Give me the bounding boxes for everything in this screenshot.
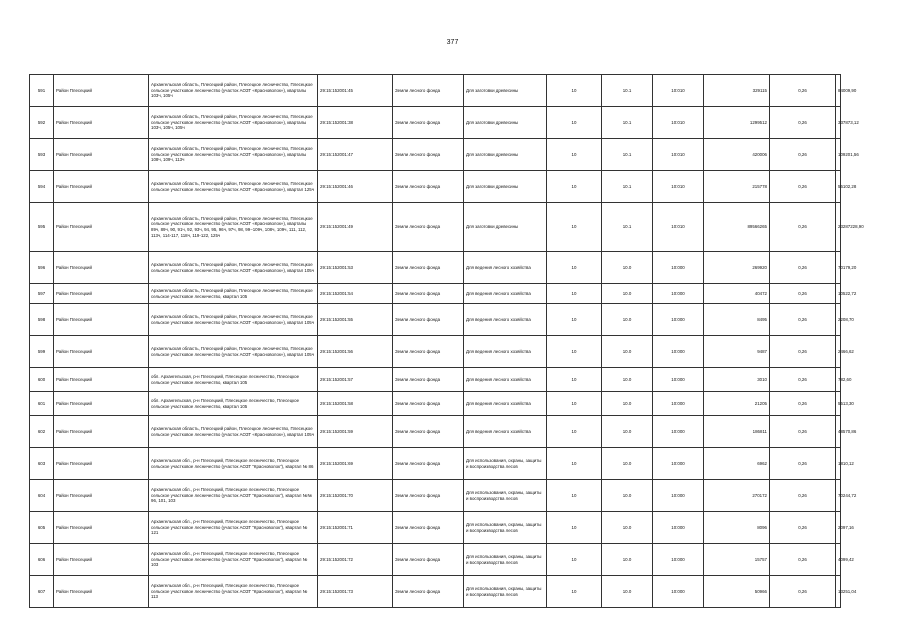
land-category-cell: Земли лесного фонда: [393, 512, 464, 544]
cadastral-number-cell: 29:15:152001:56: [318, 336, 393, 368]
area-cell: 186811: [704, 416, 770, 448]
rate-cell: 0,26: [770, 576, 836, 608]
rate-cell: 0,26: [770, 416, 836, 448]
district-cell: Район Плесецкий: [54, 480, 149, 512]
cadastral-number-cell: 29:15:152001:53: [318, 252, 393, 284]
code-c-cell: 10:000: [653, 336, 704, 368]
row-number: 603: [30, 448, 54, 480]
district-cell: Район Плесецкий: [54, 368, 149, 392]
permitted-use-cell: Для заготовки древесины: [464, 107, 547, 139]
code-b-cell: 10.0: [602, 336, 653, 368]
permitted-use-cell: Для использования, охраны, защиты и воспроизводства лесов: [464, 448, 547, 480]
land-category-cell: Земли лесного фонда: [393, 448, 464, 480]
code-b-cell: 10.0: [602, 284, 653, 304]
table-row: [30, 576, 841, 608]
area-cell: 215778: [704, 171, 770, 203]
permitted-use-cell: Для ведения лесного хозяйства: [464, 368, 547, 392]
cadastral-number-cell: 29:15:152001:59: [318, 416, 393, 448]
code-c-cell: 10:000: [653, 284, 704, 304]
code-b-cell: 10.0: [602, 448, 653, 480]
land-category-cell: Земли лесного фонда: [393, 304, 464, 336]
code-c-cell: 10:000: [653, 392, 704, 416]
code-b-cell: 10.0: [602, 576, 653, 608]
row-number: 597: [30, 284, 54, 304]
code-a-cell: 10: [547, 107, 602, 139]
address-cell: Архангельская область, Плесецкий район, Плесецкое лесничество, Плесецкое сельское участковое лесничество (участок АОЗТ «Красноволок»), кварталы 103ч, 105ч, 105ч: [149, 107, 318, 139]
land-category-cell: Земли лесного фонда: [393, 171, 464, 203]
cadastral-number-cell: 29:15:152001:45: [318, 75, 393, 107]
value-cell: 1810,12: [836, 448, 841, 480]
address-cell: Архангельская область, Плесецкий район, Плесецкое лесничество, Плесецкое сельское участковое лесничество (участок АОЗТ «Красноволок»), кварталы 103ч, 105ч: [149, 75, 318, 107]
code-b-cell: 10.1: [602, 203, 653, 252]
table-row: [30, 171, 841, 203]
address-cell: Архангельская область, Плесецкий район, Плесецкое лесничество, Плесецкое сельское участковое лесничество, квартал 105: [149, 284, 318, 304]
cadastral-number-cell: 29:15:152001:69: [318, 448, 393, 480]
value-cell: 2097,16: [836, 512, 841, 544]
row-number: 605: [30, 512, 54, 544]
code-b-cell: 10.0: [602, 368, 653, 392]
land-category-cell: Земли лесного фонда: [393, 416, 464, 448]
table-row: [30, 480, 841, 512]
row-number: 606: [30, 544, 54, 576]
code-a-cell: 10: [547, 512, 602, 544]
cadastral-number-cell: 29:15:152001:72: [318, 544, 393, 576]
address-cell: Архангельская обл., р-н Плесецкий, Плесецкое лесничество, Плесецкое сельское участковое лесничество (участок АОЗТ "Красноволок"), квартал № 113: [149, 576, 318, 608]
land-category-cell: Земли лесного фонда: [393, 107, 464, 139]
code-a-cell: 10: [547, 480, 602, 512]
district-cell: Район Плесецкий: [54, 304, 149, 336]
rate-cell: 0,26: [770, 171, 836, 203]
row-number: 592: [30, 107, 54, 139]
code-c-cell: 10:000: [653, 252, 704, 284]
value-cell: 48570,86: [836, 416, 841, 448]
district-cell: Район Плесецкий: [54, 448, 149, 480]
value-cell: 23287228,90: [836, 203, 841, 252]
area-cell: 9487: [704, 336, 770, 368]
rate-cell: 0,26: [770, 75, 836, 107]
rate-cell: 0,26: [770, 252, 836, 284]
code-c-cell: 10:010: [653, 75, 704, 107]
area-cell: 8495: [704, 304, 770, 336]
address-cell: Архангельская область, Плесецкий район, Плесецкое лесничество, Плесецкое сельское участковое лесничество (участок АОЗТ «Красноволок»), квартал 125ч: [149, 171, 318, 203]
value-cell: 5513,30: [836, 392, 841, 416]
area-cell: 15757: [704, 544, 770, 576]
land-category-cell: Земли лесного фонда: [393, 336, 464, 368]
land-category-cell: Земли лесного фонда: [393, 284, 464, 304]
permitted-use-cell: Для использования, охраны, защиты и воспроизводства лесов: [464, 480, 547, 512]
address-cell: Архангельская обл., р-н Плесецкий, Плесецкое лесничество, Плесецкое сельское участковое лесничество (участок АОЗТ "Красноволок"), квартал № 86: [149, 448, 318, 480]
value-cell: 13251,04: [836, 576, 841, 608]
permitted-use-cell: Для ведения лесного хозяйства: [464, 304, 547, 336]
area-cell: 329115: [704, 75, 770, 107]
row-number: 591: [30, 75, 54, 107]
code-a-cell: 10: [547, 448, 602, 480]
code-a-cell: 10: [547, 203, 602, 252]
district-cell: Район Плесецкий: [54, 392, 149, 416]
area-cell: 40472: [704, 284, 770, 304]
code-c-cell: 10:010: [653, 203, 704, 252]
table-body: [30, 75, 864, 608]
code-b-cell: 10.1: [602, 107, 653, 139]
rate-cell: 0,26: [770, 480, 836, 512]
permitted-use-cell: Для заготовки древесины: [464, 75, 547, 107]
address-cell: Архангельская обл., р-н Плесецкий, Плесецкое лесничество, Плесецкое сельское участковое лесничество (участок АОЗТ "Красноволок"), квартал № 103: [149, 544, 318, 576]
value-cell: 109201,56: [836, 139, 841, 171]
area-cell: 6962: [704, 448, 770, 480]
table-row: [30, 203, 841, 252]
land-category-cell: Земли лесного фонда: [393, 480, 464, 512]
area-cell: 3010: [704, 368, 770, 392]
land-plots-table: [29, 74, 864, 608]
code-a-cell: 10: [547, 75, 602, 107]
rate-cell: 0,26: [770, 336, 836, 368]
district-cell: Район Плесецкий: [54, 512, 149, 544]
code-a-cell: 10: [547, 368, 602, 392]
cadastral-number-cell: 29:15:152001:70: [318, 480, 393, 512]
permitted-use-cell: Для использования, охраны, защиты и воспроизводства лесов: [464, 544, 547, 576]
row-number: 594: [30, 171, 54, 203]
address-cell: Архангельская область, Плесецкий район, Плесецкое лесничество, Плесецкое сельское участковое лесничество (участок АОЗТ «Красноволок»), квартал 105ч: [149, 304, 318, 336]
permitted-use-cell: Для ведения лесного хозяйства: [464, 336, 547, 368]
district-cell: Район Плесецкий: [54, 75, 149, 107]
table-row: [30, 304, 841, 336]
code-a-cell: 10: [547, 416, 602, 448]
permitted-use-cell: Для заготовки древесины: [464, 139, 547, 171]
row-number: 593: [30, 139, 54, 171]
address-cell: Архангельская область, Плесецкий район, Плесецкое лесничество, Плесецкое сельское участковое лесничество (участок АОЗТ «Красноволок»), квартал 105ч: [149, 252, 318, 284]
value-cell: 4099,42: [836, 544, 841, 576]
code-c-cell: 10:000: [653, 512, 704, 544]
area-cell: 21205: [704, 392, 770, 416]
area-cell: 50966: [704, 576, 770, 608]
cadastral-number-cell: 29:15:152001:58: [318, 392, 393, 416]
rate-cell: 0,26: [770, 203, 836, 252]
permitted-use-cell: Для ведения лесного хозяйства: [464, 392, 547, 416]
area-cell: 420006: [704, 139, 770, 171]
address-cell: Архангельская обл., р-н Плесецкий, Плесецкое лесничество, Плесецкое сельское участковое лесничество (участок АОЗТ "Красноволок"), квартал № 121: [149, 512, 318, 544]
code-c-cell: 10:000: [653, 416, 704, 448]
code-b-cell: 10.0: [602, 304, 653, 336]
value-cell: 84009,90: [836, 75, 841, 107]
area-cell: 269920: [704, 252, 770, 284]
page-number: 377: [446, 39, 459, 46]
code-c-cell: 10:000: [653, 576, 704, 608]
code-a-cell: 10: [547, 304, 602, 336]
row-number: 602: [30, 416, 54, 448]
permitted-use-cell: Для ведения лесного хозяйства: [464, 284, 547, 304]
area-cell: 8096: [704, 512, 770, 544]
district-cell: Район Плесецкий: [54, 284, 149, 304]
code-a-cell: 10: [547, 171, 602, 203]
district-cell: Район Плесецкий: [54, 336, 149, 368]
code-b-cell: 10.0: [602, 480, 653, 512]
code-b-cell: 10.0: [602, 252, 653, 284]
code-b-cell: 10.1: [602, 75, 653, 107]
value-cell: 70179,20: [836, 252, 841, 284]
permitted-use-cell: Для заготовки древесины: [464, 171, 547, 203]
table-row: [30, 252, 841, 284]
permitted-use-cell: Для заготовки древесины: [464, 203, 547, 252]
code-b-cell: 10.0: [602, 392, 653, 416]
land-category-cell: Земли лесного фонда: [393, 75, 464, 107]
area-cell: 1299512: [704, 107, 770, 139]
land-category-cell: Земли лесного фонда: [393, 368, 464, 392]
value-cell: 2466,62: [836, 336, 841, 368]
table-row: [30, 416, 841, 448]
code-c-cell: 10:010: [653, 107, 704, 139]
cadastral-number-cell: 29:15:152001:57: [318, 368, 393, 392]
row-number: 595: [30, 203, 54, 252]
cadastral-number-cell: 29:15:152001:38: [318, 107, 393, 139]
address-cell: Архангельская обл., р-н Плесецкий, Плесецкое лесничество, Плесецкое сельское участковое лесничество (участок АОЗТ "Красноволок"), квартал №№ 96, 101, 103: [149, 480, 318, 512]
address-cell: обл. Архангельская, р-н Плесецкий, Плесецкое лесничество, Плесецкое сельское участковое лесничество, квартал 105: [149, 392, 318, 416]
code-b-cell: 10.0: [602, 416, 653, 448]
area-cell: 270172: [704, 480, 770, 512]
row-number: 607: [30, 576, 54, 608]
cadastral-number-cell: 29:15:152001:49: [318, 203, 393, 252]
table-row: [30, 139, 841, 171]
row-number: 599: [30, 336, 54, 368]
value-cell: 337873,12: [836, 107, 841, 139]
code-b-cell: 10.1: [602, 139, 653, 171]
address-cell: Архангельская область, Плесецкий район, Плесецкое лесничество, Плесецкое сельское участковое лесничество (участок АОЗТ «Красноволок»), квартал 105ч: [149, 336, 318, 368]
row-number: 596: [30, 252, 54, 284]
rate-cell: 0,26: [770, 392, 836, 416]
code-c-cell: 10:000: [653, 448, 704, 480]
rate-cell: 0,26: [770, 512, 836, 544]
code-a-cell: 10: [547, 336, 602, 368]
district-cell: Район Плесецкий: [54, 171, 149, 203]
table-row: [30, 107, 841, 139]
value-cell: 2208,70: [836, 304, 841, 336]
table-row: [30, 392, 841, 416]
table-row: [30, 512, 841, 544]
rate-cell: 0,26: [770, 107, 836, 139]
code-a-cell: 10: [547, 392, 602, 416]
district-cell: Район Плесецкий: [54, 252, 149, 284]
address-cell: обл. Архангельская, р-н Плесецкий, Плесецкое лесничество, Плесецкое сельское участковое лесничество, квартал 105: [149, 368, 318, 392]
address-cell: Архангельская область, Плесецкий район, Плесецкое лесничество, Плесецкое сельское участковое лесничество (участок АОЗТ «Красноволок»), квартал 105ч: [149, 416, 318, 448]
land-category-cell: Земли лесного фонда: [393, 252, 464, 284]
rate-cell: 0,26: [770, 448, 836, 480]
code-c-cell: 10:010: [653, 171, 704, 203]
table-row: [30, 368, 841, 392]
table-row: [30, 544, 841, 576]
code-c-cell: 10:000: [653, 544, 704, 576]
rate-cell: 0,26: [770, 368, 836, 392]
code-b-cell: 10.1: [602, 171, 653, 203]
district-cell: Район Плесецкий: [54, 107, 149, 139]
value-cell: 56102,28: [836, 171, 841, 203]
cadastral-number-cell: 29:15:152001:54: [318, 284, 393, 304]
cadastral-number-cell: 29:15:152001:55: [318, 304, 393, 336]
land-category-cell: Земли лесного фонда: [393, 392, 464, 416]
code-b-cell: 10.0: [602, 512, 653, 544]
row-number: 601: [30, 392, 54, 416]
district-cell: Район Плесецкий: [54, 544, 149, 576]
permitted-use-cell: Для использования, охраны, защиты и воспроизводства лесов: [464, 576, 547, 608]
permitted-use-cell: Для использования, охраны, защиты и воспроизводства лесов: [464, 512, 547, 544]
table-row: [30, 75, 841, 107]
code-a-cell: 10: [547, 139, 602, 171]
land-category-cell: Земли лесного фонда: [393, 139, 464, 171]
land-category-cell: Земли лесного фонда: [393, 576, 464, 608]
code-c-cell: 10:000: [653, 480, 704, 512]
code-c-cell: 10:010: [653, 139, 704, 171]
permitted-use-cell: Для ведения лесного хозяйства: [464, 416, 547, 448]
rate-cell: 0,26: [770, 139, 836, 171]
cadastral-number-cell: 29:15:152001:47: [318, 139, 393, 171]
land-category-cell: Земли лесного фонда: [393, 203, 464, 252]
value-cell: 782,60: [836, 368, 841, 392]
value-cell: 70244,72: [836, 480, 841, 512]
cadastral-number-cell: 29:15:152001:73: [318, 576, 393, 608]
rate-cell: 0,26: [770, 304, 836, 336]
table-row: [30, 448, 841, 480]
address-cell: Архангельская область, Плесецкий район, Плесецкое лесничество, Плесецкое сельское участковое лесничество (участок АОЗТ «Красноволок»), кварталы 89ч, 89ч, 90, 91ч, 92, 93ч, 94, 95, 96ч, 97ч, 98, 99−109ч, 108ч, 109ч, 111, 112, 113ч, 114-117, 118ч, 119-122, 125ч: [149, 203, 318, 252]
code-a-cell: 10: [547, 252, 602, 284]
code-c-cell: 10:000: [653, 304, 704, 336]
row-number: 600: [30, 368, 54, 392]
table-row: [30, 336, 841, 368]
permitted-use-cell: Для ведения лесного хозяйства: [464, 252, 547, 284]
value-cell: 10522,72: [836, 284, 841, 304]
code-a-cell: 10: [547, 544, 602, 576]
land-category-cell: Земли лесного фонда: [393, 544, 464, 576]
code-a-cell: 10: [547, 576, 602, 608]
code-c-cell: 10:000: [653, 368, 704, 392]
rate-cell: 0,26: [770, 284, 836, 304]
area-cell: 89566265: [704, 203, 770, 252]
table-row: [30, 284, 841, 304]
district-cell: Район Плесецкий: [54, 139, 149, 171]
rate-cell: 0,26: [770, 544, 836, 576]
row-number: 598: [30, 304, 54, 336]
code-b-cell: 10.0: [602, 544, 653, 576]
cadastral-number-cell: 29:15:152001:71: [318, 512, 393, 544]
cadastral-number-cell: 29:15:152001:46: [318, 171, 393, 203]
district-cell: Район Плесецкий: [54, 203, 149, 252]
address-cell: Архангельская область, Плесецкий район, Плесецкое лесничество, Плесецкое сельское участковое лесничество (участок АОЗТ «Красноволок»), кварталы 108ч, 109ч, 113ч: [149, 139, 318, 171]
district-cell: Район Плесецкий: [54, 416, 149, 448]
district-cell: Район Плесецкий: [54, 576, 149, 608]
code-a-cell: 10: [547, 284, 602, 304]
row-number: 604: [30, 480, 54, 512]
